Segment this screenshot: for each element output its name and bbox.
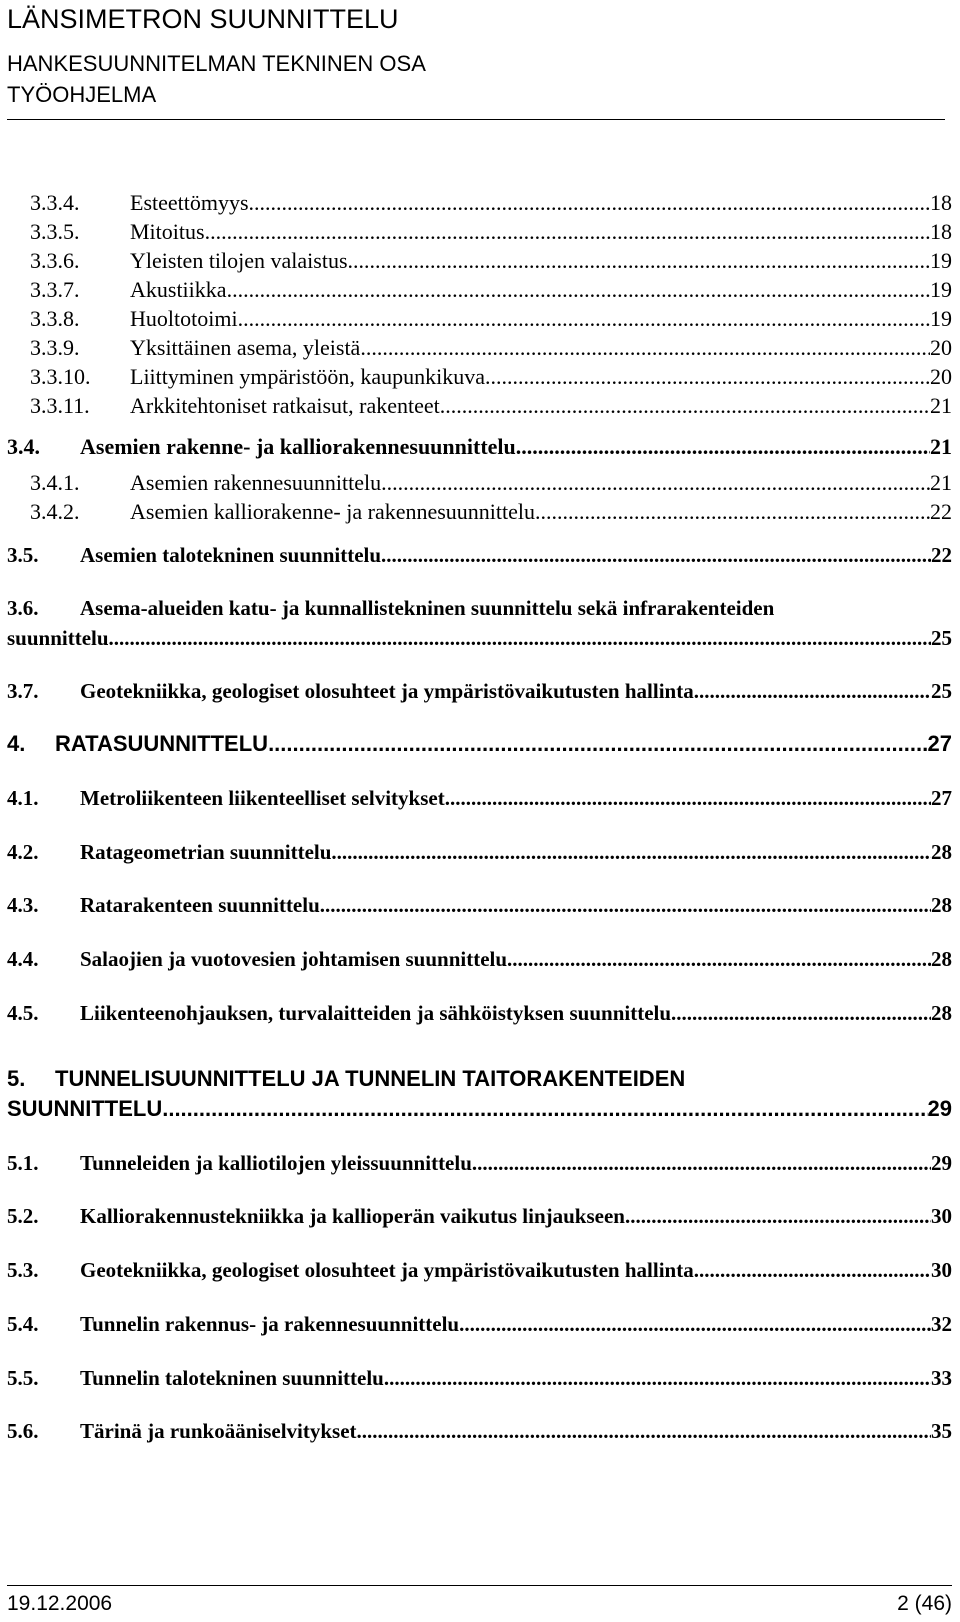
toc-entry-3-4[interactable] [7,434,952,460]
toc-title: Akustiikka [130,277,227,302]
toc-title: Asemien rakenne- ja kalliorakennesuunnittelu [80,434,516,459]
toc-page: 19 [930,248,952,273]
toc-page: 29 [927,1096,952,1121]
toc-number: 3.3.6. [30,248,80,273]
toc-number: 3.3.10. [30,364,91,389]
toc-entry-3-3-5[interactable] [30,219,952,245]
toc-number: 5.1. [7,1151,39,1175]
toc-page: 30 [931,1204,952,1228]
toc-title: Geotekniikka, geologiset olosuhteet ja ympäristövaikutusten hallinta [80,679,694,703]
toc-number: 5.2. [7,1204,39,1228]
toc-number: 5. [7,1066,26,1091]
toc-leader [535,499,930,525]
toc-leader [671,1001,931,1026]
toc-number: 4.2. [7,840,39,864]
toc-entry-4-2[interactable] [7,840,952,865]
toc-entry-4-1[interactable] [7,786,952,811]
toc-page: 27 [927,731,952,756]
toc-page: 20 [930,335,952,360]
toc-leader [459,1312,931,1337]
toc-title: Esteettömyys [130,190,249,215]
toc-title: Ratageometrian suunnittelu [80,840,332,864]
toc-title: Liittyminen ympäristöön, kaupunkikuva [130,364,486,389]
toc-title: Tunnelin talotekninen suunnittelu [80,1366,384,1390]
toc-page: 28 [931,893,952,917]
toc-leader [162,1096,927,1122]
toc-title: Yleisten tilojen valaistus [130,248,348,273]
toc-entry-3-3-10[interactable] [30,364,952,390]
toc-title: TUNNELISUUNNITTELU JA TUNNELIN TAITORAKENTEIDEN [55,1066,686,1091]
toc-page: 21 [930,434,952,459]
toc-page: 19 [930,306,952,331]
header-rule [7,119,945,120]
toc-entry-5-3[interactable] [7,1258,952,1283]
toc-leader [205,219,930,245]
toc-title: Huoltotoimi [130,306,238,331]
toc-page: 35 [931,1419,952,1443]
toc-title-continued: SUUNNITTELU [7,1096,163,1121]
toc-number: 3.3.7. [30,277,80,302]
document-type: TYÖOHJELMA [7,82,157,107]
toc-leader [384,1366,931,1391]
toc-number: 3.3.4. [30,190,80,215]
toc-entry-3-3-9[interactable] [30,335,952,361]
toc-title: Asemien talotekninen suunnittelu [80,543,382,567]
toc-leader [357,1419,931,1444]
toc-number: 5.5. [7,1366,39,1390]
toc-title: Tunneleiden ja kalliotilojen yleissuunnittelu [80,1151,472,1175]
toc-number: 4. [7,731,26,756]
toc-entry-4-3[interactable] [7,893,952,918]
toc-leader [381,470,930,496]
toc-page: 32 [931,1312,952,1336]
toc-page: 21 [930,470,952,495]
toc-entry-3-3-4[interactable] [30,190,952,216]
toc-number: 5.6. [7,1419,39,1443]
toc-title: Yksittäinen asema, yleistä [130,335,361,360]
footer-rule [7,1585,952,1586]
toc-leader [249,190,930,216]
toc-leader [472,1151,931,1176]
toc-number: 3.6. [7,596,39,620]
toc-number: 5.3. [7,1258,39,1282]
toc-number: 3.3.11. [30,393,90,418]
footer-date: 19.12.2006 [7,1592,113,1615]
toc-page: 33 [931,1366,952,1390]
toc-title: RATASUUNNITTELU [55,731,269,756]
toc-title: Kalliorakennustekniikka ja kallioperän vaikutus linjaukseen [80,1204,625,1228]
toc-page: 19 [930,277,952,302]
toc-page: 27 [931,786,952,810]
toc-number: 4.4. [7,947,39,971]
toc-number: 3.4.1. [30,470,80,495]
toc-page: 28 [931,947,952,971]
toc-entry-3-4-1[interactable] [30,470,952,496]
toc-page: 20 [930,364,952,389]
toc-number: 3.7. [7,679,39,703]
toc-number: 3.3.5. [30,219,80,244]
toc-page: 29 [931,1151,952,1175]
toc-title: Asemien rakennesuunnittelu [130,470,382,495]
toc-entry-3-4-2[interactable] [30,499,952,525]
toc-page: 30 [931,1258,952,1282]
toc-entry-5-6[interactable] [7,1419,952,1444]
toc-entry-3-3-11[interactable] [30,393,952,419]
toc-number: 5.4. [7,1312,39,1336]
toc-entry-4-4[interactable] [7,947,952,972]
toc-entry-3-6-line2[interactable] [7,626,952,651]
toc-leader [507,947,931,972]
toc-entry-3-3-7[interactable] [30,277,952,303]
toc-page: 18 [930,190,952,215]
toc-title: Asema-alueiden katu- ja kunnallistekninen suunnittelu sekä infrarakenteiden [80,596,775,620]
toc-leader [227,277,930,303]
toc-title: Liikenteenohjauksen, turvalaitteiden ja sähköistyksen suunnittelu [80,1001,672,1025]
toc-title: Ratarakenteen suunnittelu [80,893,320,917]
toc-entry-5-5[interactable] [7,1366,952,1391]
toc-page: 22 [930,499,952,524]
toc-page: 25 [931,679,952,703]
toc-entry-5-4[interactable] [7,1312,952,1337]
toc-title: Mitoitus [130,219,205,244]
toc-entry-5-1[interactable] [7,1151,952,1176]
toc-leader [694,679,931,704]
toc-entry-4-5[interactable] [7,1001,952,1026]
toc-leader [331,840,931,865]
toc-entry-3-6-line1[interactable] [7,596,952,621]
toc-leader [440,393,930,419]
toc-leader [109,626,931,651]
toc-entry-5-2[interactable] [7,1204,952,1229]
document-title: LÄNSIMETRON SUUNNITTELU [7,4,399,34]
toc-number: 3.3.9. [30,335,80,360]
toc-leader [320,893,931,918]
toc-title: Tunnelin rakennus- ja rakennesuunnittelu [80,1312,460,1336]
toc-title: Tärinä ja runkoääniselvitykset [80,1419,357,1443]
toc-entry-4[interactable] [7,731,952,757]
toc-title: Metroliikenteen liikenteelliset selvitykset [80,786,445,810]
toc-leader [348,248,930,274]
toc-title: Salaojien ja vuotovesien johtamisen suunnittelu [80,947,508,971]
toc-leader [485,364,930,390]
toc-entry-5-line2[interactable] [7,1096,952,1122]
document-subtitle: HANKESUUNNITELMAN TEKNINEN OSA [7,51,426,76]
toc-leader [268,731,927,757]
toc-leader [381,543,931,568]
toc-entry-5-line1[interactable] [7,1066,952,1092]
toc-leader [516,434,930,460]
toc-number: 3.4. [7,434,40,459]
toc-number: 3.3.8. [30,306,80,331]
toc-number: 3.5. [7,543,39,567]
toc-leader [360,335,930,361]
toc-number: 4.1. [7,786,39,810]
toc-page: 28 [931,840,952,864]
toc-number: 4.3. [7,893,39,917]
toc-title: Asemien kalliorakenne- ja rakennesuunnittelu [130,499,536,524]
toc-number: 4.5. [7,1001,39,1025]
toc-leader [445,786,931,811]
toc-leader [694,1258,931,1283]
toc-title: Geotekniikka, geologiset olosuhteet ja ympäristövaikutusten hallinta [80,1258,694,1282]
toc-entry-3-3-8[interactable] [30,306,952,332]
toc-title: Arkkitehtoniset ratkaisut, rakenteet [130,393,440,418]
footer-page-number: 2 (46) [897,1592,952,1615]
toc-leader [238,306,930,332]
toc-page: 25 [931,626,952,650]
toc-number: 3.4.2. [30,499,80,524]
toc-entry-3-5[interactable] [7,543,952,568]
toc-leader [625,1204,931,1229]
toc-page: 22 [931,543,952,567]
toc-page: 28 [931,1001,952,1025]
toc-page: 18 [930,219,952,244]
toc-entry-3-7[interactable] [7,679,952,704]
toc-entry-3-3-6[interactable] [30,248,952,274]
toc-title-continued: suunnittelu [7,626,109,650]
toc-page: 21 [930,393,952,418]
